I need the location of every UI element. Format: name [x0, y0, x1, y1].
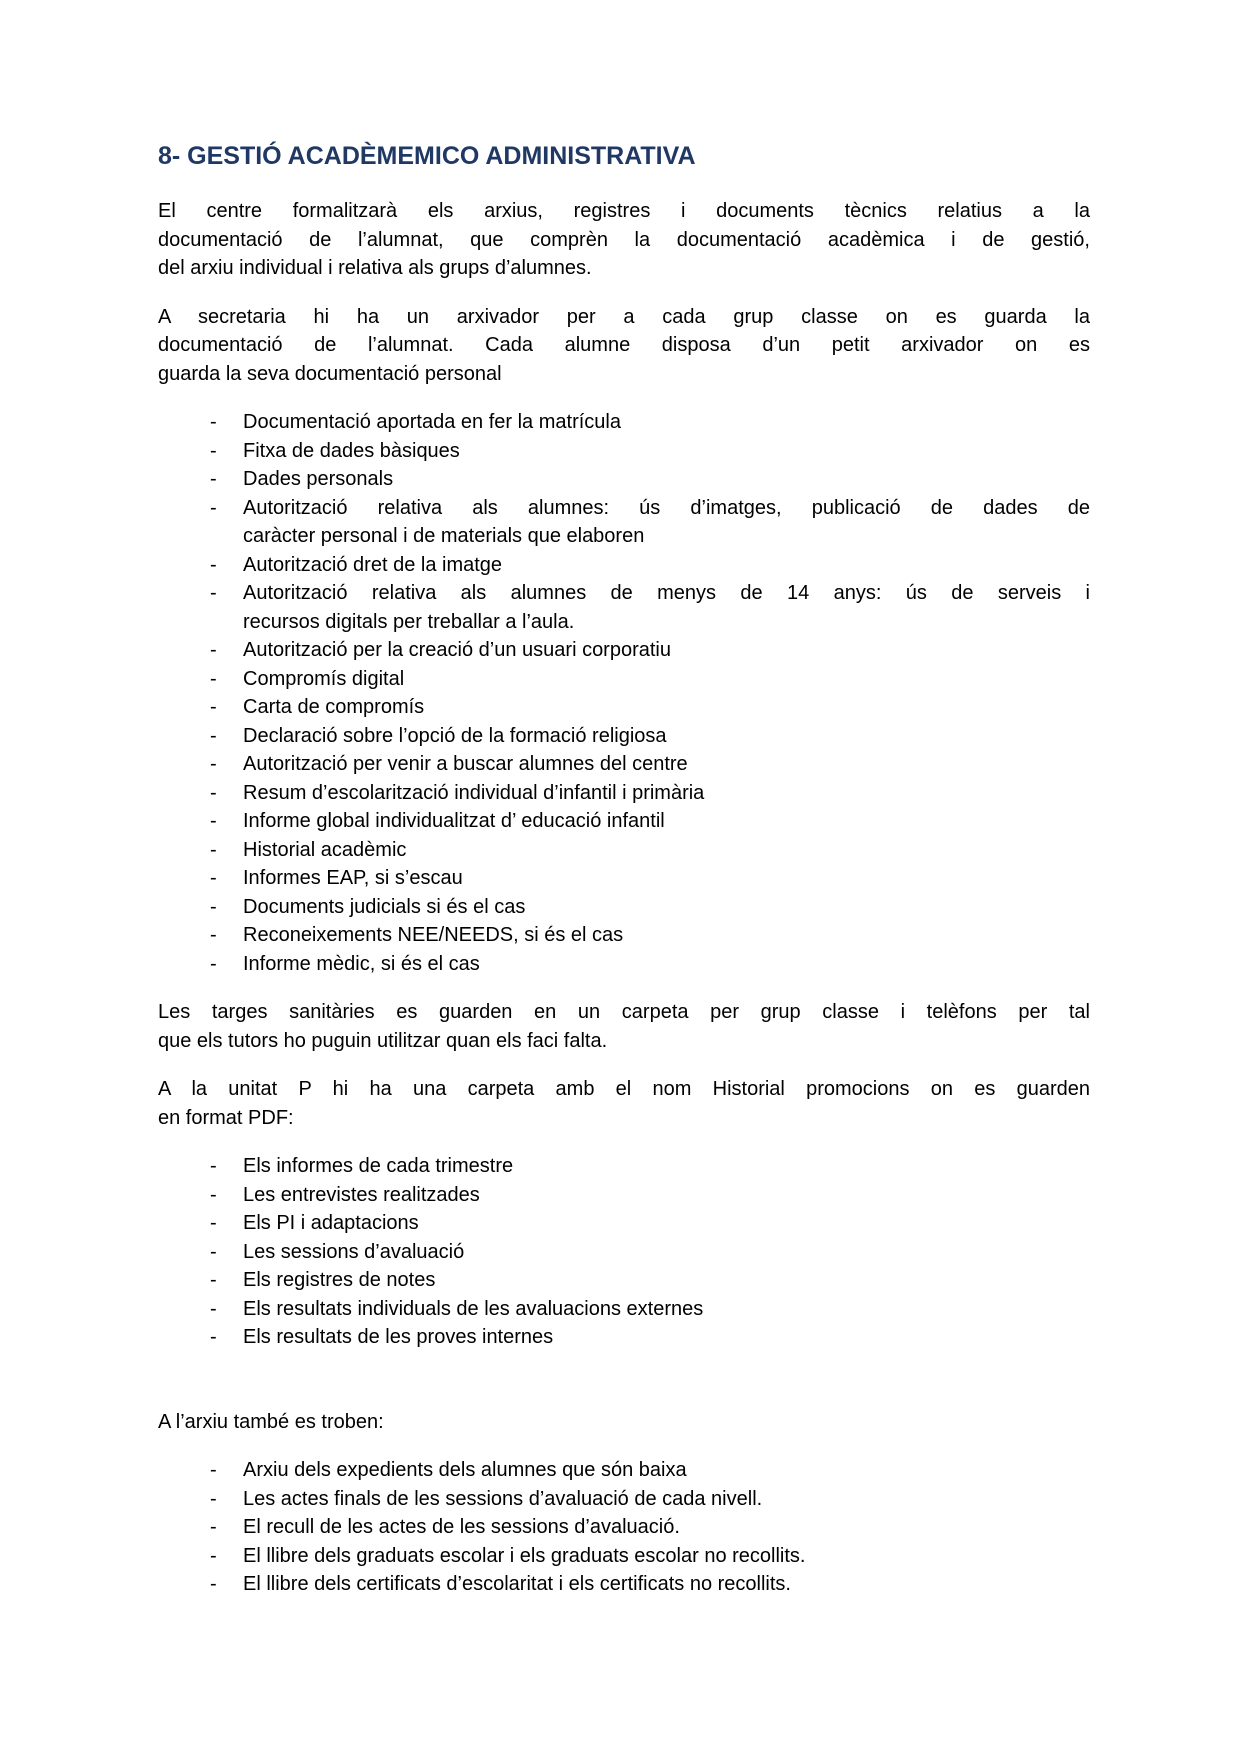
list-item-text [243, 750, 1090, 779]
list-item-marker: - [210, 496, 217, 519]
list-item [158, 1323, 1090, 1352]
list-item [158, 750, 1090, 779]
list-item-text [243, 636, 1090, 665]
list-item-line: Els PI i adaptacions [243, 1212, 419, 1234]
list-item-text [243, 1152, 1090, 1181]
list-item-line: Autorització relativa als alumnes: ús d’imatges, publicació de dades de [243, 496, 1090, 519]
list-item-marker: - [210, 1269, 217, 1291]
list-item-text [243, 408, 1090, 437]
list-item [158, 1542, 1090, 1571]
paragraph-line: documentació de l’alumnat, que comprèn la documentació acadèmica i de gestió, [158, 228, 1090, 251]
paragraph [158, 1075, 1090, 1132]
list-item-line: Autorització dret de la imatge [243, 553, 503, 576]
list-item-marker: - [210, 1459, 217, 1481]
list-item-marker: - [210, 468, 217, 490]
list-item-marker: - [210, 1240, 217, 1263]
list-item-text [243, 1323, 1090, 1352]
list-item [158, 1513, 1090, 1542]
list-item-line: Els registres de notes [243, 1269, 436, 1291]
list-item-text [243, 1485, 1090, 1514]
list-item [158, 579, 1090, 636]
list-item [158, 693, 1090, 722]
bullet-list [158, 1456, 1090, 1599]
paragraph [158, 303, 1090, 389]
list-item [158, 1570, 1090, 1599]
paragraph [158, 1408, 1090, 1437]
list-item-marker: - [210, 753, 217, 775]
list-item [158, 636, 1090, 665]
list-item-marker: - [210, 439, 217, 462]
list-item [158, 722, 1090, 751]
list-item [158, 1295, 1090, 1324]
list-item-marker: - [210, 1544, 217, 1567]
paragraph-line: que els tutors ho puguin utilitzar quan els faci falta. [158, 1029, 608, 1052]
list-item-marker: - [210, 1212, 217, 1234]
list-item [158, 437, 1090, 466]
list-item [158, 1152, 1090, 1181]
list-item-line: Informes EAP, si s’escau [243, 867, 463, 889]
list-item [158, 1238, 1090, 1267]
list-item-text [243, 779, 1090, 808]
list-item-text [243, 807, 1090, 836]
paragraph-line: Les targes sanitàries es guarden en un carpeta per grup classe i telèfons per tal [158, 1001, 1090, 1023]
list-item-line: Els informes de cada trimestre [243, 1155, 514, 1177]
list-item [158, 921, 1090, 950]
list-item-marker: - [210, 1326, 217, 1348]
list-item-line: Autorització per la creació d’un usuari corporatiu [243, 639, 671, 661]
list-item-marker: - [210, 1297, 217, 1320]
list-item-line: Informe global individualitzat d’ educació infantil [243, 810, 665, 832]
list-item [158, 1181, 1090, 1210]
list-item-marker: - [210, 696, 217, 718]
list-item-marker: - [210, 1487, 217, 1510]
list-item-marker: - [210, 1155, 217, 1177]
list-item-line: El llibre dels certificats d’escolaritat i els certificats no recollits. [243, 1573, 791, 1595]
list-item-marker: - [210, 895, 217, 918]
list-item-text [243, 437, 1090, 466]
list-item-text [243, 1456, 1090, 1485]
list-item [158, 1485, 1090, 1514]
list-item [158, 864, 1090, 893]
list-item [158, 494, 1090, 551]
list-item-text [243, 1238, 1090, 1267]
list-item-text [243, 1181, 1090, 1210]
list-item-text [243, 1266, 1090, 1295]
paragraph [158, 197, 1090, 283]
list-item-line: El recull de les actes de les sessions d’avaluació. [243, 1516, 680, 1538]
list-item-text [243, 1542, 1090, 1571]
list-item-text [243, 494, 1090, 551]
list-item-marker: - [210, 1573, 217, 1595]
vertical-spacer [158, 1372, 1090, 1408]
list-item-line: Arxiu dels expedients dels alumnes que són baixa [243, 1459, 687, 1481]
list-item-line: Carta de compromís [243, 696, 425, 718]
list-item-line: Autorització per venir a buscar alumnes del centre [243, 753, 688, 775]
list-item-text [243, 1513, 1090, 1542]
list-item-text [243, 893, 1090, 922]
paragraph-line: A la unitat P hi ha una carpeta amb el nom Historial promocions on es guarden [158, 1078, 1090, 1100]
list-item [158, 836, 1090, 865]
list-item-marker: - [210, 810, 217, 832]
list-item-line: Reconeixements NEE/NEEDS, si és el cas [243, 924, 624, 946]
list-item-marker: - [210, 724, 217, 747]
list-item-marker: - [210, 1183, 217, 1206]
paragraph-line: en format PDF: [158, 1106, 294, 1129]
paragraph-line: guarda la seva documentació personal [158, 362, 502, 385]
list-item-marker: - [210, 553, 217, 576]
list-item [158, 779, 1090, 808]
list-item [158, 1456, 1090, 1485]
list-item-text [243, 1295, 1090, 1324]
bullet-list [158, 1152, 1090, 1352]
list-item [158, 665, 1090, 694]
list-item-line: Declaració sobre l’opció de la formació religiosa [243, 724, 667, 747]
section-heading: 8- GESTIÓ ACADÈMEMICO ADMINISTRATIVA [158, 142, 696, 170]
list-item-line: recursos digitals per treballar a l’aula. [243, 610, 575, 633]
list-item-marker: - [210, 924, 217, 946]
list-item-line: Documents judicials si és el cas [243, 895, 526, 918]
list-item [158, 551, 1090, 580]
list-item-marker: - [210, 1516, 217, 1538]
list-item [158, 408, 1090, 437]
list-item-line: Fitxa de dades bàsiques [243, 439, 460, 462]
list-item [158, 950, 1090, 979]
list-item-text [243, 665, 1090, 694]
list-item-text [243, 1209, 1090, 1238]
paragraph-line: A secretaria hi ha un arxivador per a cada grup classe on es guarda la [158, 305, 1090, 328]
list-item-line: Les entrevistes realitzades [243, 1183, 480, 1206]
list-item-line: caràcter personal i de materials que elaboren [243, 525, 645, 547]
list-item-line: Les actes finals de les sessions d’avaluació de cada nivell. [243, 1487, 763, 1510]
list-item-line: Informe mèdic, si és el cas [243, 952, 480, 975]
list-item-line: Historial acadèmic [243, 838, 407, 861]
list-item-text [243, 551, 1090, 580]
paragraph-line: del arxiu individual i relativa als grups d’alumnes. [158, 257, 592, 279]
list-item-text [243, 921, 1090, 950]
list-item-marker: - [210, 582, 217, 604]
list-item-line: Documentació aportada en fer la matrícula [243, 411, 621, 433]
bullet-list [158, 408, 1090, 978]
list-item-marker: - [210, 867, 217, 889]
list-item-marker: - [210, 838, 217, 861]
list-item-marker: - [210, 952, 217, 975]
list-item-marker: - [210, 781, 217, 804]
list-item [158, 465, 1090, 494]
list-item-text [243, 579, 1090, 636]
list-item-line: Autorització relativa als alumnes de menys de 14 anys: ús de serveis i [243, 582, 1090, 604]
list-item-text [243, 836, 1090, 865]
list-item-text [243, 465, 1090, 494]
list-item [158, 1209, 1090, 1238]
paragraph [158, 998, 1090, 1055]
list-item-marker: - [210, 411, 217, 433]
list-item-line: Compromís digital [243, 667, 405, 690]
list-item-line: Els resultats de les proves internes [243, 1326, 554, 1348]
paragraph-line: documentació de l’alumnat. Cada alumne disposa d’un petit arxivador on es [158, 334, 1090, 356]
list-item-text [243, 950, 1090, 979]
list-item [158, 807, 1090, 836]
list-item-text [243, 693, 1090, 722]
list-item-marker: - [210, 639, 217, 661]
list-item-line: Els resultats individuals de les avaluacions externes [243, 1297, 704, 1320]
list-item-line: El llibre dels graduats escolar i els graduats escolar no recollits. [243, 1544, 806, 1567]
list-item-line: Dades personals [243, 468, 394, 490]
list-item-text [243, 722, 1090, 751]
list-item-text [243, 864, 1090, 893]
list-item-line: Resum d’escolarització individual d’infantil i primària [243, 781, 705, 804]
list-item [158, 1266, 1090, 1295]
list-item-marker: - [210, 667, 217, 690]
list-item-text [243, 1570, 1090, 1599]
paragraph-line: El centre formalitzarà els arxius, registres i documents tècnics relatius a la [158, 200, 1090, 222]
list-item-line: Les sessions d’avaluació [243, 1240, 465, 1263]
list-item [158, 893, 1090, 922]
paragraph-line: A l’arxiu també es troben: [158, 1410, 384, 1433]
document-body [158, 141, 1090, 1619]
